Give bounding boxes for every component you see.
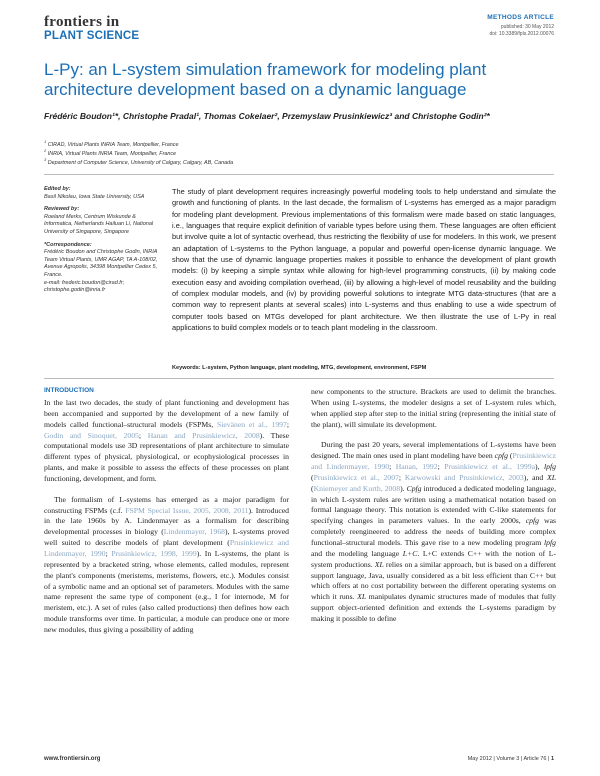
edited-by-label: Edited by: [44, 186, 71, 192]
body-column-left [44, 398, 289, 636]
footer-info: May 2012 | Volume 3 | Article 76 | 1 [467, 756, 554, 762]
correspondence-label: *Correspondence: [44, 241, 92, 248]
page-title: L-Py: an L-system simulation framework for modeling plant architecture development based on a dynamic language [44, 60, 487, 99]
reviewed-by-text: Roeland Merks, Centrum Wiskunde & Informatica, Netherlands Hailuan Li, National University of Singapore, Singapore [44, 213, 154, 235]
journal-logo-line2: PLANT SCIENCE [44, 30, 140, 42]
citation-link[interactable]: Hanan, 1992 [395, 462, 438, 472]
abstract: The study of plant development requires increasingly powerful modeling tools to help understand and simulate the growth and functioning of plants. In the last decade, the formalism of L-systems has emerged as a major paradigm for modeling plant development. Previous implementations of this formalism were made based on static languages, i.e., languages that require explicit definition of variable types before using them. These languages are often efficient but involve quite a lot of syntactic overhead, thus restricting the flexibility of use for modelers. In this work, we present an adaptation of L-systems to the Python language, a popular and powerful open-license dynamic language. We show that the use of dynamic language properties makes it possible to enhance the development of plant growth models: (i) by keeping a simple syntax while allowing for high-level programming constructs, (ii) by making code execution easy and avoiding compilation overhead, (iii) by allowing a high-level of model reusability and the building of complex modular models, and (iv) by providing powerful solutions to integrate MTG data-structures (that are a common way to represent plants at several scales) into L-systems and thus enabling to use a wide spectrum of computer tools based on MTGs developed for plant architecture. We then illustrate the use of L-Py in real applications to build complex models or to teach plant modeling in the classroom. [172, 187, 556, 333]
affiliation-1: $^1$ CIRAD, Virtual Plants INRIA Team, Montpellier, France [44, 139, 179, 148]
citation-link[interactable]: Hanan and Prusinkiewicz, 2008 [147, 430, 260, 440]
citation-link[interactable]: Prusinkiewicz, 1998, 1999 [111, 548, 197, 558]
doi: doi: 10.3389/fpls.2012.00076 [489, 31, 554, 37]
edited-by-text: Basil Nikolau, Iowa State University, USA [44, 193, 145, 200]
citation-link[interactable]: Prusinkiewicz et al., 1999a [444, 462, 536, 472]
citation-link[interactable]: Lindenmayer, 1968 [163, 527, 226, 537]
paragraph: During the past 20 years, several implementations of L-systems have been designed. The main ones used in plant modeling have been cpfg (Prusinkiewicz and Lindenmayer, 1990; Hanan, 1992; Prusinkiewicz et al., 1999a), lpfg (Prusinkiewicz et al., 2007; Karwowski and Prusinkiewicz, 2003), and XL (Kniemeyer and Kurth, 2008). Cpfg introduced a dedicated modeling language, in which L-system rules are written using a mathematical notation based on formal language theory. This notation is extended with C-like statements for specifying changes in parameters values. In the early 2000s, cpfg was completely reengineered to address the needs of building more complex functional–structural models. This gave rise to a new modeling program lpfg and the modeling language L+C. L+C extends C++ with the notion of L-system productions. XL relies on a similar approach, but is based on a different support language, Java, usually considered as a bit less efficient than C++ but which offers at no cost portability between the different operating systems on which it runs. XL manipulates dynamic structures made of modules that fully support object-oriented definition and extends the L-systems paradigm by making it possible to define [311, 440, 557, 623]
citation-link[interactable]: Godin and Sinoquet, 2005 [44, 430, 139, 440]
sidebar [44, 186, 160, 295]
citation-link[interactable]: Karwowski and Prusinkiewicz, 2003 [404, 472, 524, 482]
body-column-right [311, 387, 556, 625]
citation-link[interactable]: Sievänen et al., 1997 [216, 419, 287, 429]
paragraph: The formalism of L-systems has emerged as a major paradigm for constructing FSPMs (c.f. FSPM Special Issue, 2005, 2008, 2011). Introduced in the late 1960s by A. Lindenmayer as a formalism for describing developmental processes in biology (Lindenmayer, 1968), L-systems proved well suited to describe models of plant development (Prusinkiewicz and Lindenmayer, 1990; Prusinkiewicz, 1998, 1999). In L-systems, the plant is represented by a bracketed string, whose elements, called modules, represent the plant's components (meristems, meristems, flowers, etc.). Modules consist of a symbolic name and an optional set of parameters. Modules with the same name represent the same type of component (e.g., I for internode, M for meristem, etc.). A set of rules (also called productions) then defines how each module transforms over time. In particular, a module can produce one or more new modules, thus giving a possibility of adding [44, 494, 290, 634]
affiliation-2: $^2$ INRIA, Virtual Plants INRIA Team, Montpellier, France [44, 148, 177, 157]
citation-link[interactable]: Prusinkiewicz et al., 2007 [313, 472, 399, 482]
authors: Frédéric Boudon¹*, Christophe Pradal¹, Thomas Cokelaer², Przemyslaw Prusinkiewicz³ and Christophe Godin²* [44, 111, 490, 121]
correspondence-text: Frédéric Boudon and Christophe Godin, INRIA Team Virtual Plants, UMR AGAP, TA A-108/02, Avenue Agropolis, 34398 Montpellier Cedex 5, France. [44, 249, 158, 278]
journal-logo-line1: frontiers in [44, 14, 120, 30]
footer-url[interactable]: www.frontiersin.org [44, 756, 101, 762]
paragraph: In the last two decades, the study of plant functioning and development has been accompanied and supported by the development of a new family of models called functional–structural models (FSPMs, Sievänen et al., 1997; Godin and Sinoquet, 2005; Hanan and Prusinkiewicz, 2008). These computational models use 3D representations of plant architecture to simulate different types of physical, physiological, or ecophysiological processes in plants, and make it possible to assess the effects of these processes on plant functioning, development, and form. [44, 398, 290, 483]
affiliation-3: $^3$ Department of Computer Science, University of Calgary, Calgary, AB, Canada [44, 157, 234, 166]
citation-link[interactable]: FSPM Special Issue, 2005, 2008, 2011 [125, 505, 249, 515]
citation-link[interactable]: Kniemeyer and Kurth, 2008 [313, 483, 401, 493]
header-divider [44, 174, 554, 175]
intro-heading: INTRODUCTION [44, 387, 94, 394]
paragraph: new components to the structure. Brackets are used to delimit the branches. When using L-systems, the modeler designs a set of L-system rules which, when applied step after step to the initial string (representing the initial state of the plant), will simulate its development. [311, 387, 556, 429]
keywords: Keywords: L-system, Python language, plant modeling, MTG, development, environment, FSPM [172, 365, 427, 371]
published-date: published: 30 May 2012 [500, 24, 554, 30]
article-type: METHODS ARTICLE [487, 14, 554, 21]
abstract-divider [44, 378, 554, 379]
citation-link[interactable]: Prusinkiewicz and Lindenmayer, 1990 [44, 538, 290, 558]
citation-link[interactable]: Prusinkiewicz and Lindenmayer, 1990 [311, 451, 557, 472]
reviewed-by-label: Reviewed by: [44, 206, 80, 213]
correspondence-email[interactable]: e-mail: frederic.boudon@cirad.fr; christophe.godin@inria.fr [44, 279, 125, 294]
